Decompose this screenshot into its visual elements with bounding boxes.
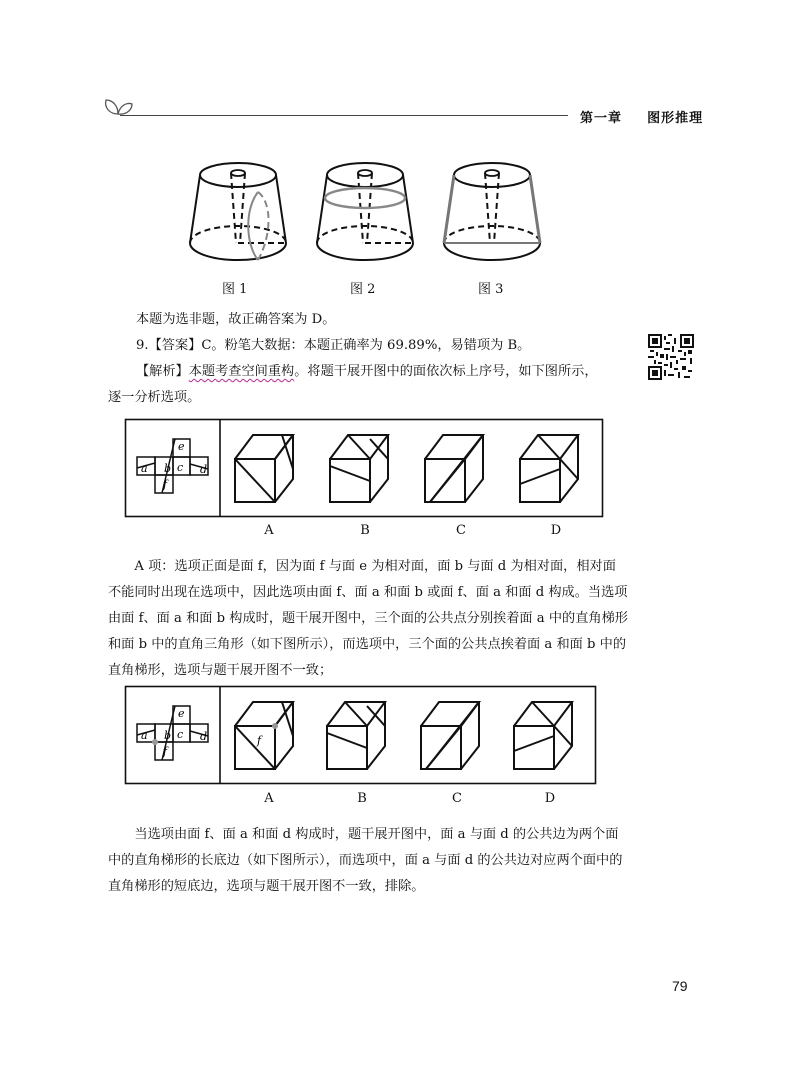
net2-label-a: a bbox=[141, 729, 148, 742]
analysis-line bbox=[136, 359, 636, 385]
option2-label-a: A bbox=[264, 791, 274, 806]
net2-label-d: d bbox=[200, 730, 208, 743]
page-number: 79 bbox=[672, 978, 688, 994]
net2-label-b: b bbox=[164, 729, 172, 742]
option-cube-a-2 bbox=[235, 702, 293, 769]
analysis-rest: 。将题干展开图中的面依次标上序号，如下图所示， bbox=[294, 364, 598, 379]
option-cube-d-2 bbox=[514, 702, 572, 769]
option2-label-b: B bbox=[357, 791, 367, 806]
analysis-key-point: 本题考查空间重构 bbox=[188, 364, 295, 379]
q9-answer-label: 9.【答案】 bbox=[136, 338, 202, 353]
option2-label-c: C bbox=[452, 791, 462, 806]
net2-label-f: f bbox=[163, 745, 168, 758]
net-label-e: e bbox=[178, 440, 185, 453]
qr-code[interactable] bbox=[648, 334, 694, 380]
chapter-title bbox=[580, 107, 703, 126]
net2-label-c: c bbox=[177, 728, 184, 741]
net-label-b: b bbox=[164, 462, 172, 475]
chapter-label: 第一章 bbox=[580, 111, 623, 126]
option-cube-c bbox=[425, 435, 483, 502]
header-leaf-icon bbox=[100, 94, 136, 122]
option-label-b: B bbox=[360, 523, 370, 538]
figure-caption-3: 图 3 bbox=[478, 282, 504, 297]
analysis-conclusion: 当选项由面 f、面 a 和面 d 构成时，题干展开图中，面 a 与面 d 的公共边为两个面中的直角梯形的长底边（如下图所示），而选项中，面 a 与面 d 的公共边对应两个面中的直角梯形的短底边，选项与题干展开图不一致，排除。 bbox=[108, 827, 623, 894]
option2-label-d: D bbox=[544, 791, 556, 806]
net-and-cubes-figure-1 bbox=[125, 419, 603, 519]
net-label-d: d bbox=[200, 463, 208, 476]
q9-answer-text: C。粉笔大数据：本题正确率为 69.89%，易错项为 B。 bbox=[201, 338, 531, 353]
analysis-label: 【解析】 bbox=[136, 364, 189, 379]
analysis-line-2: 逐一分析选项。 bbox=[108, 390, 201, 405]
option-cube-c-2 bbox=[421, 702, 479, 769]
answer-line-1: 本题为选非题，故正确答案为 D。 bbox=[136, 312, 336, 327]
figure-caption-2: 图 2 bbox=[350, 282, 376, 297]
net-and-cubes-figure-2 bbox=[125, 686, 597, 786]
net2-label-e: e bbox=[178, 707, 185, 720]
option-cube-a bbox=[235, 435, 293, 502]
option-label-c: C bbox=[456, 523, 466, 538]
answer-line-q9 bbox=[136, 333, 530, 359]
cube-net bbox=[137, 439, 208, 493]
frustum-figure-3 bbox=[444, 163, 540, 260]
section-label: 图形推理 bbox=[647, 111, 704, 126]
option-cube-b bbox=[330, 435, 388, 502]
option-label-d: D bbox=[550, 523, 562, 538]
frustum-figure-1 bbox=[190, 163, 286, 260]
option-cube-b-2 bbox=[327, 702, 385, 769]
net-label-a: a bbox=[141, 462, 148, 475]
option-cube-d bbox=[520, 435, 578, 502]
frustum-figures bbox=[180, 150, 520, 275]
header-rule bbox=[120, 115, 568, 116]
figure-caption-1: 图 1 bbox=[222, 282, 248, 297]
frustum-figure-2 bbox=[317, 163, 413, 260]
net-label-c: c bbox=[177, 461, 184, 474]
cube-face-label-f: f bbox=[257, 734, 262, 747]
net-label-f: f bbox=[163, 478, 168, 491]
analysis-option-a: A 项：选项正面是面 f，因为面 f 与面 e 为相对面，面 b 与面 d 为相对面，相对面不能同时出现在选项中，因此选项由面 f、面 a 和面 b 或面 f、面 a 和面 d 构成。当选项由面 f、面 a 和面 b 构成时，题干展开图中，三个面的公共点分别挨着面 a 中的直角梯形和面 b 中的直角三角形（如下图所示），而选项中，三个面的公共点挨着面 a 和面 b 中的直角梯形，选项与题干展开图不一致； bbox=[108, 559, 628, 678]
option-label-a: A bbox=[264, 523, 274, 538]
